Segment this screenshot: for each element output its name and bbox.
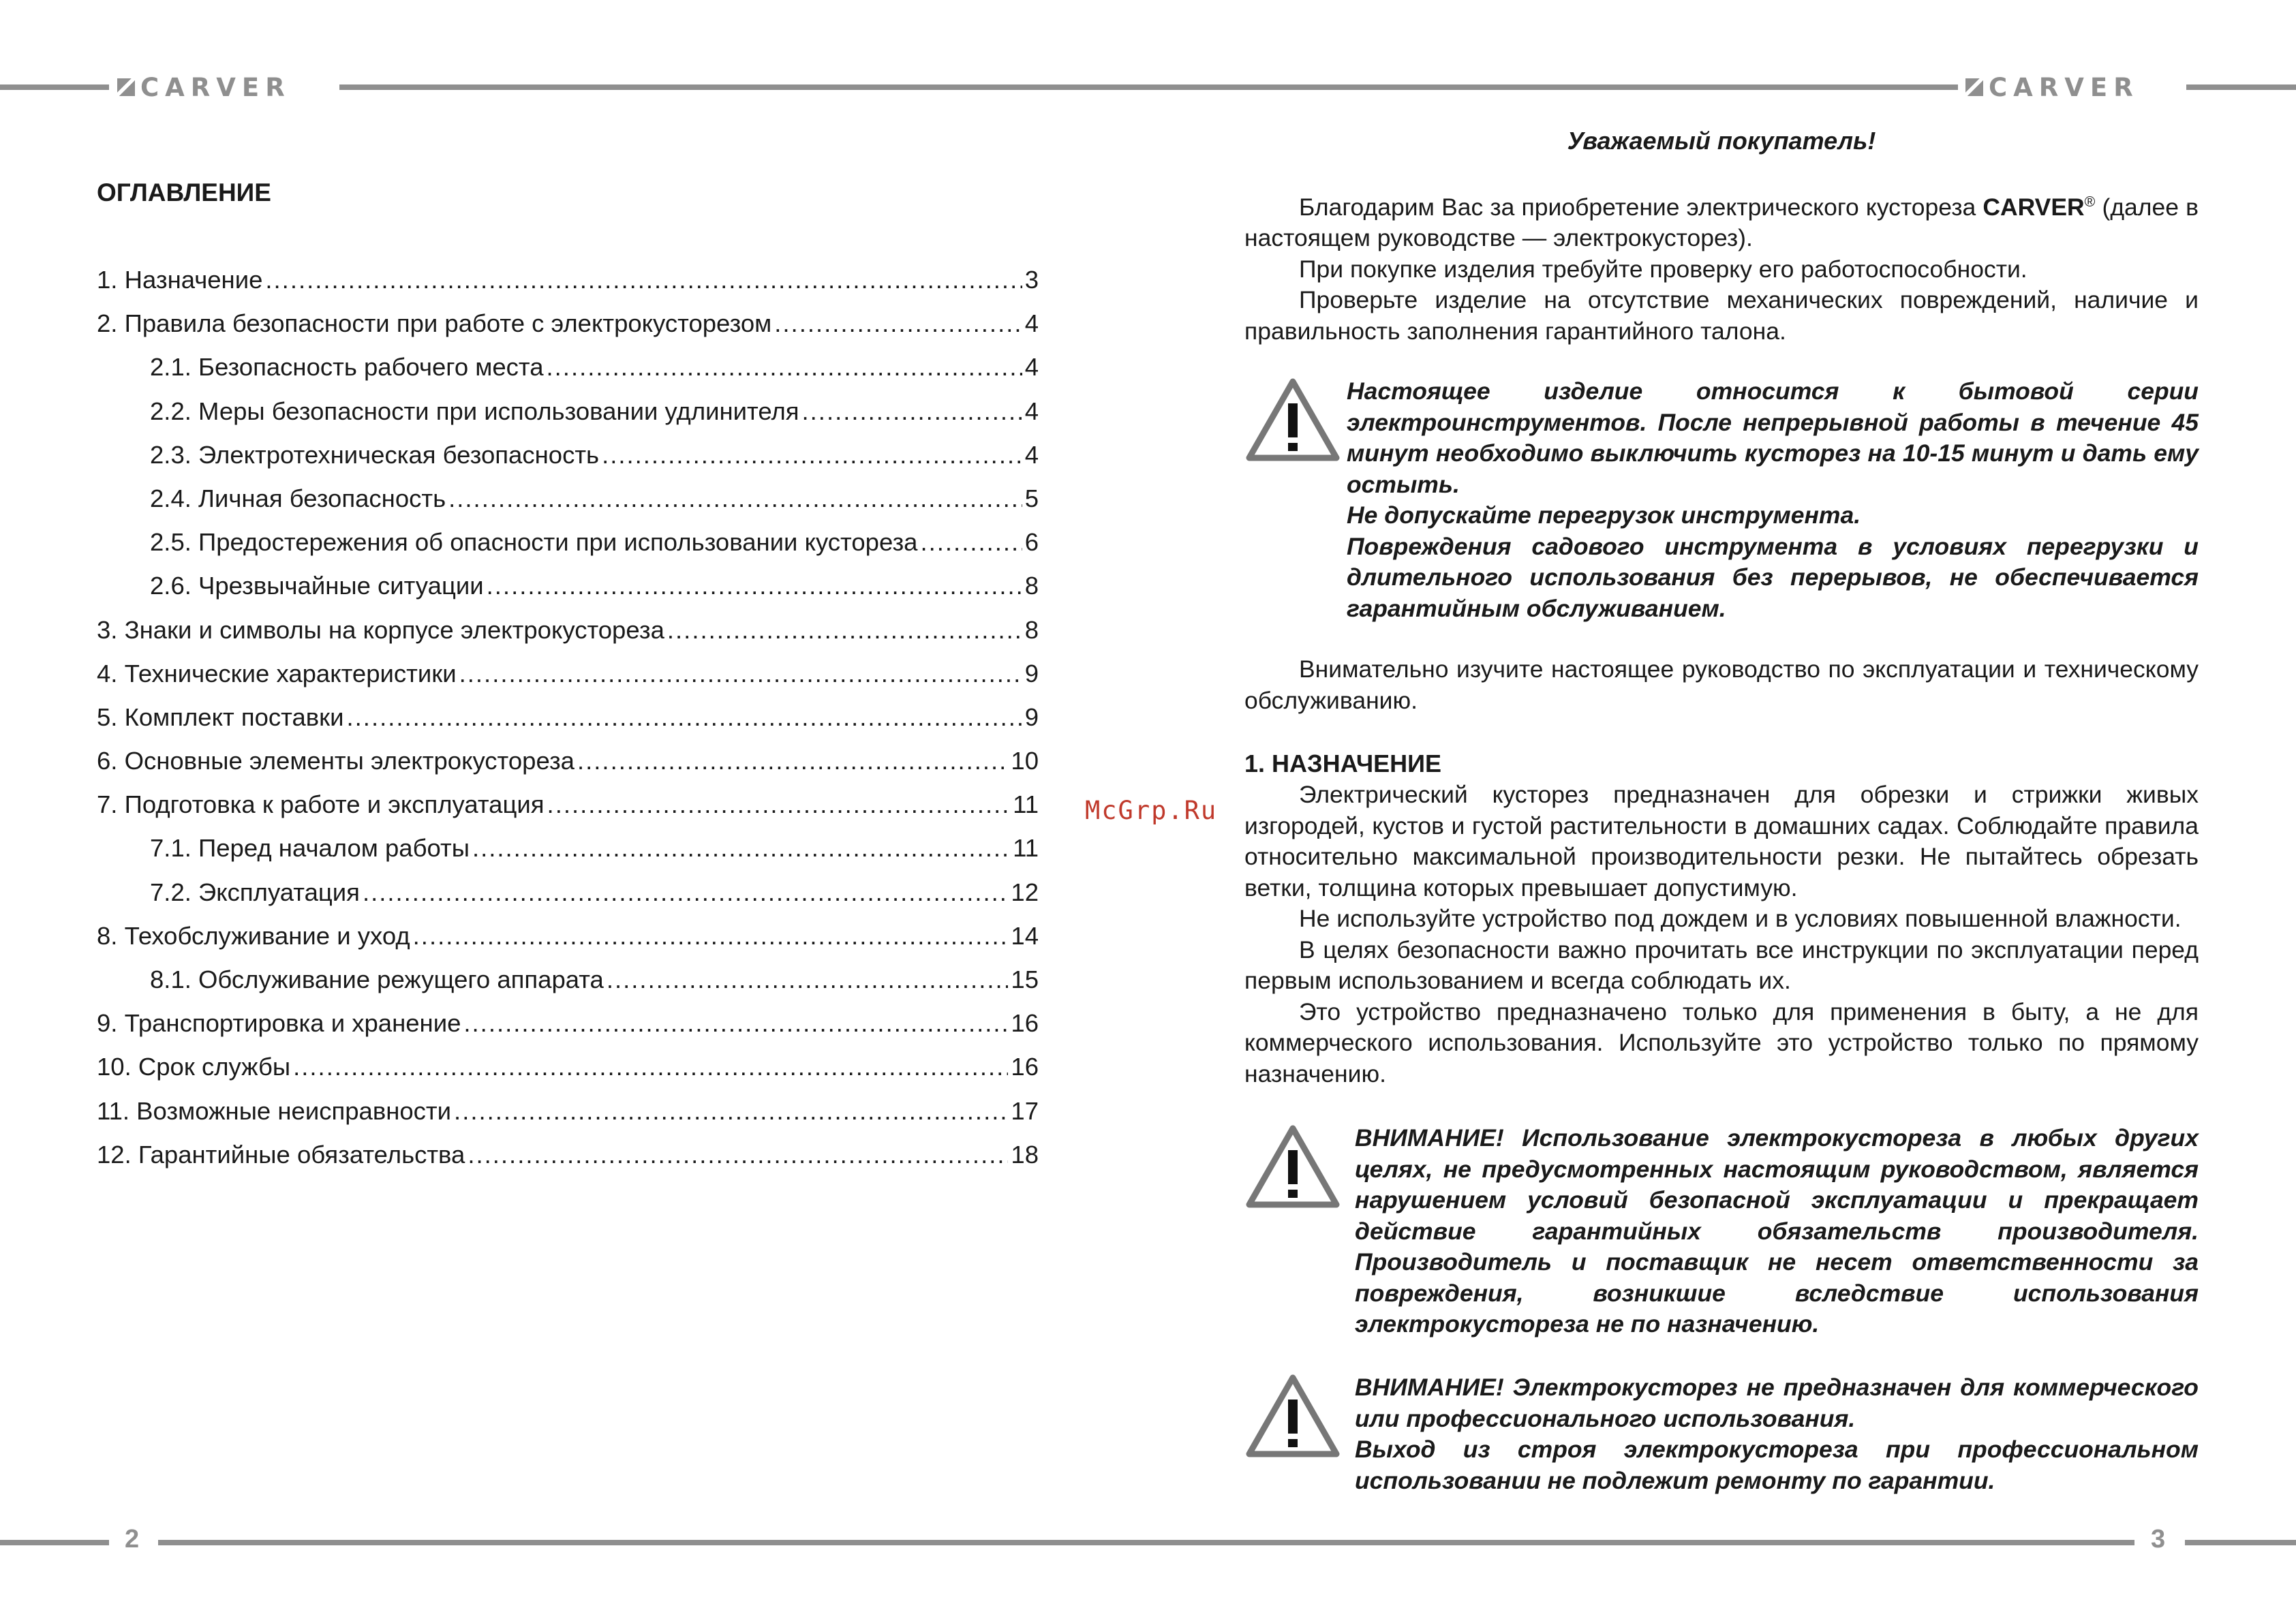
- toc-item-page: 11: [1013, 834, 1039, 863]
- intro-text-end: (далее в настоящем руководстве — электрокусторез).: [1244, 193, 2199, 252]
- toc-item-page: 18: [1011, 1140, 1039, 1169]
- warning-block-3: [1244, 1372, 2199, 1496]
- toc-leader-dots: [774, 309, 1022, 338]
- toc-item-page: 9: [1024, 702, 1039, 731]
- toc-item: [97, 965, 1039, 1009]
- warning-triangle-icon: [1244, 376, 1347, 624]
- table-of-contents: [97, 266, 1039, 1184]
- study-paragraph: Внимательно изучите настоящее руководство по эксплуатации и техническому обслуживанию.: [1244, 655, 2199, 714]
- carver-logo-icon: [1965, 78, 1983, 96]
- toc-item-label: 2. Правила безопасности при работе с электрокусторезом: [97, 309, 772, 338]
- toc-item-page: 8: [1024, 572, 1039, 600]
- toc-leader-dots: [547, 790, 1011, 819]
- toc-item: [97, 397, 1039, 441]
- paragraph: Повреждения садового инструмента в условиях перегрузки и длительного использования без перерывов, не обеспечивается гарантийным обслуживанием.: [1347, 532, 2199, 622]
- toc-leader-dots: [547, 353, 1022, 382]
- logo-right: [1965, 74, 2139, 101]
- warning-block-1: [1244, 376, 2199, 624]
- toc-item-page: 16: [1011, 1009, 1039, 1038]
- toc-item-page: 16: [1011, 1053, 1039, 1081]
- toc-item: [97, 441, 1039, 484]
- footer-rule-right: [2185, 1540, 2296, 1545]
- toc-item-page: 4: [1024, 440, 1039, 469]
- toc-item-page: 3: [1024, 266, 1039, 294]
- toc-item-label: 4. Технические характеристики: [97, 659, 457, 687]
- toc-item-label: 2.2. Меры безопасности при использовании удлинителя: [150, 397, 799, 425]
- toc-item-page: 10: [1011, 747, 1039, 775]
- toc-item-label: 2.4. Личная безопасность: [150, 484, 446, 512]
- toc-item-page: 12: [1011, 878, 1039, 906]
- toc-item-label: 1. Назначение: [97, 266, 263, 294]
- toc-item: [97, 1053, 1039, 1096]
- toc-item-label: 12. Гарантийные обязательства: [97, 1140, 465, 1169]
- toc-leader-dots: [363, 878, 1008, 907]
- logo-left: [117, 74, 291, 101]
- header-rule-middle: [339, 84, 1958, 90]
- logo-text-right: CARVER: [1989, 72, 2139, 102]
- toc-item-page: 6: [1024, 528, 1039, 557]
- toc-leader-dots: [607, 965, 1009, 994]
- warning-text-1: [1347, 376, 2199, 624]
- toc-item-page: 8: [1024, 615, 1039, 644]
- toc-item: [97, 1009, 1039, 1053]
- toc-leader-dots: [802, 397, 1022, 426]
- toc-item: [97, 703, 1039, 747]
- toc-leader-dots: [265, 266, 1022, 294]
- toc-item: [97, 266, 1039, 309]
- toc-item: [97, 922, 1039, 965]
- toc-item: [97, 834, 1039, 878]
- toc-item: [97, 616, 1039, 660]
- toc-item: [97, 790, 1039, 834]
- intro-paragraph: При покупке изделия требуйте проверку его работоспособности.: [1299, 255, 2027, 283]
- toc-leader-dots: [347, 703, 1022, 732]
- toc-leader-dots: [468, 1141, 1008, 1169]
- section-1-title: 1. НАЗНАЧЕНИЕ: [1244, 749, 1442, 777]
- intro-paragraph: [1244, 187, 2199, 254]
- paragraph: ВНИМАНИЕ! Электрокусторез не предназначен для коммерческого или профессионального использования.: [1355, 1374, 2199, 1432]
- toc-item-page: 4: [1024, 397, 1039, 425]
- toc-leader-dots: [667, 616, 1022, 645]
- toc-item: [97, 878, 1039, 922]
- paragraph: ВНИМАНИЕ! Использование электрокустореза в любых других целях, не предусмотренных настоящим руководством, является нарушением условий безопасной эксплуатации и прекращает действие гарантийных обязательств производителя. Производитель и поставщик не несет ответственности за повреждения, возникшие вследствие использования электрокустореза не по назначению.: [1355, 1124, 2199, 1338]
- toc-item-label: 2.3. Электротехническая безопасность: [150, 440, 600, 469]
- page-number-right: 3: [2151, 1525, 2166, 1554]
- header-rule-left: [0, 84, 109, 90]
- toc-item-label: 9. Транспортировка и хранение: [97, 1009, 461, 1038]
- toc-item-label: 11. Возможные неисправности: [97, 1096, 452, 1125]
- toc-item-label: 2.6. Чрезвычайные ситуации: [150, 572, 484, 600]
- toc-leader-dots: [459, 660, 1022, 688]
- toc-item-label: 7.1. Перед началом работы: [150, 834, 470, 863]
- toc-item-label: 5. Комплект поставки: [97, 702, 344, 731]
- toc-item-page: 11: [1013, 790, 1039, 819]
- paragraph: Выход из строя электрокустореза при профессиональном использовании не подлежит ремонту по гарантии.: [1355, 1436, 2199, 1494]
- intro-paragraph: Проверьте изделие на отсутствие механических повреждений, наличие и правильность заполнения гарантийного талона.: [1244, 286, 2199, 345]
- toc-title: ОГЛАВЛЕНИЕ: [97, 179, 271, 206]
- warning-triangle-icon: [1244, 1372, 1355, 1496]
- header-rule-right: [2186, 84, 2296, 90]
- toc-item-page: 5: [1024, 484, 1039, 512]
- toc-leader-dots: [448, 484, 1022, 513]
- toc-item-label: 2.1. Безопасность рабочего места: [150, 353, 544, 382]
- watermark: McGrp.Ru: [1085, 796, 1218, 825]
- toc-item-label: 8. Техобслуживание и уход: [97, 921, 410, 950]
- toc-leader-dots: [577, 747, 1008, 775]
- brand-name: CARVER: [1983, 193, 2085, 221]
- toc-leader-dots: [920, 528, 1022, 557]
- toc-item: [97, 1097, 1039, 1141]
- page-number-left: 2: [125, 1525, 140, 1554]
- toc-item: [97, 309, 1039, 353]
- intro-text: [1244, 187, 2199, 347]
- toc-item-label: 10. Срок службы: [97, 1053, 291, 1081]
- toc-item: [97, 660, 1039, 703]
- footer-rule-middle: [158, 1540, 2134, 1545]
- toc-item-label: 7. Подготовка к работе и эксплуатация: [97, 790, 545, 819]
- paragraph: Это устройство предназначено только для применения в быту, а не для коммерческого использования. Используйте это устройство только по прямому назначению.: [1244, 998, 2199, 1087]
- toc-item-label: 6. Основные элементы электрокустореза: [97, 747, 575, 775]
- paragraph: Не допускайте перегрузок инструмента.: [1347, 501, 1861, 529]
- toc-leader-dots: [454, 1097, 1008, 1126]
- warning-triangle-icon: [1244, 1123, 1355, 1340]
- paragraph: В целях безопасности важно прочитать все инструкции по эксплуатации перед первым использованием и всегда соблюдать их.: [1244, 936, 2199, 994]
- warning-text-3: [1355, 1372, 2199, 1496]
- toc-item-label: 7.2. Эксплуатация: [150, 878, 360, 906]
- logo-text-left: CARVER: [140, 72, 291, 102]
- section-1-body: [1244, 779, 2199, 1089]
- toc-leader-dots: [293, 1053, 1008, 1081]
- carver-logo-icon: [117, 78, 135, 96]
- footer-rule-left: [0, 1540, 109, 1545]
- registered-mark: ®: [2084, 194, 2096, 210]
- toc-item: [97, 572, 1039, 615]
- toc-item-page: 9: [1024, 659, 1039, 687]
- paragraph: Не используйте устройство под дождем и в условиях повышенной влажности.: [1299, 905, 2182, 932]
- toc-leader-dots: [602, 441, 1022, 469]
- toc-item-page: 4: [1024, 309, 1039, 338]
- toc-item: [97, 747, 1039, 790]
- warning-text-2: [1355, 1123, 2199, 1340]
- toc-item: [97, 484, 1039, 528]
- paragraph: Настоящее изделие относится к бытовой серии электроинструментов. После непрерывной работы в течение 45 минут необходимо выключить кусторез на 10-15 минут и дать ему остыть.: [1347, 377, 2199, 498]
- toc-item-page: 15: [1011, 965, 1039, 993]
- greeting: Уважаемый покупатель!: [1567, 127, 1876, 155]
- toc-leader-dots: [413, 922, 1009, 950]
- toc-item-page: 4: [1024, 353, 1039, 382]
- toc-item-page: 17: [1011, 1096, 1039, 1125]
- toc-item-label: 3. Знаки и символы на корпусе электрокустореза: [97, 615, 664, 644]
- toc-item-label: 8.1. Обслуживание режущего аппарата: [150, 965, 604, 993]
- toc-leader-dots: [463, 1009, 1008, 1038]
- toc-item: [97, 528, 1039, 572]
- toc-item: [97, 1141, 1039, 1184]
- warning-block-2: [1244, 1123, 2199, 1340]
- toc-leader-dots: [487, 572, 1022, 600]
- toc-item: [97, 353, 1039, 397]
- intro-text-start: Благодарим Вас за приобретение электрического кустореза: [1299, 193, 1983, 221]
- toc-leader-dots: [472, 834, 1010, 863]
- toc-item-label: 2.5. Предостережения об опасности при использовании кустореза: [150, 528, 918, 557]
- toc-item-page: 14: [1011, 921, 1039, 950]
- paragraph: Электрический кусторез предназначен для обрезки и стрижки живых изгородей, кустов и густой растительности в домашних садах. Соблюдайте правила относительно максимальной производительности резки. Не пытайтесь обрезать ветки, толщина которых превышает допустимую.: [1244, 781, 2199, 901]
